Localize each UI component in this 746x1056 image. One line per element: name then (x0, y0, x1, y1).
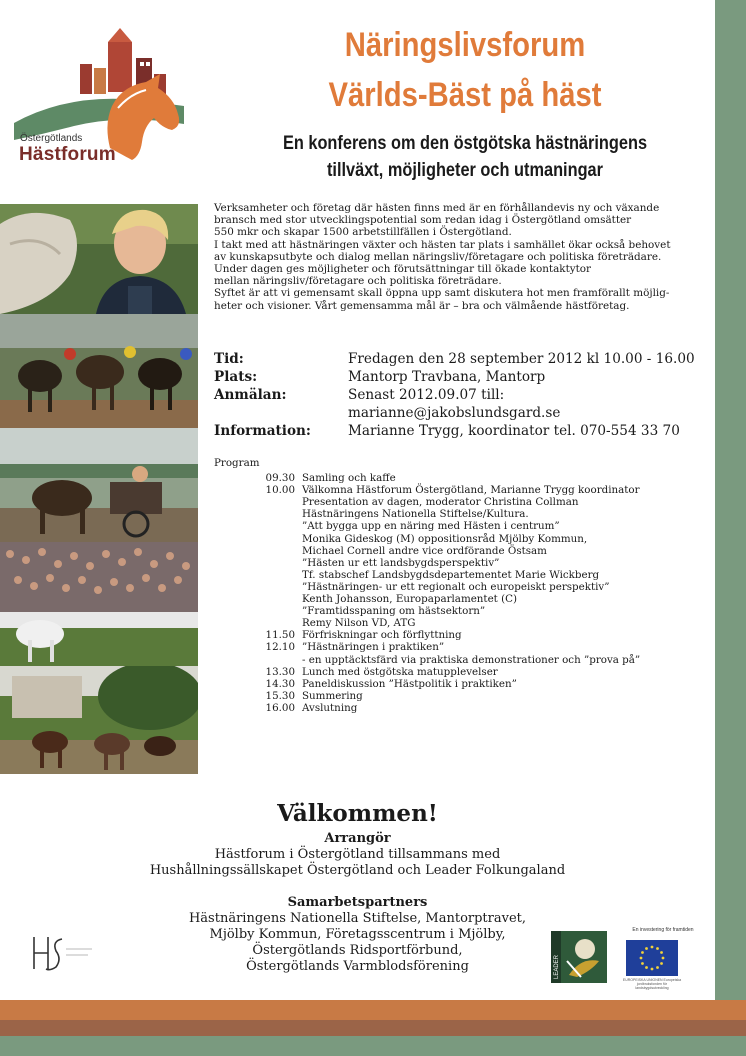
program-time: 09.30 (265, 472, 295, 485)
program-time (214, 557, 302, 569)
program-text: ”Hästnäringen- ur ett regionalt och europeiskt perspektiv” (302, 580, 610, 593)
program-text: Michael Cornell andre vice ordförande Östsam (302, 544, 547, 557)
info-row-plats (214, 368, 706, 386)
info-row-anmalan (214, 386, 706, 404)
eu-star-icon (651, 946, 654, 949)
plats-value: Mantorp Travbana, Mantorp (348, 369, 546, 385)
program-text: Förfriskningar och förflyttning (302, 629, 462, 642)
intro-text (214, 202, 706, 312)
photo-column (0, 204, 198, 774)
eu-star-icon (651, 968, 654, 971)
eu-sub-text: EUROPEISKA UNIONEN Europeiska jordbruksfonden för landsbygdsutveckling (622, 978, 682, 990)
program-text: Paneldiskussion ”Hästpolitik i praktiken” (302, 677, 517, 690)
program-heading: Program (214, 457, 260, 469)
program-row (214, 690, 706, 702)
program-text: Samling och kaffe (302, 472, 396, 485)
program-row (214, 557, 706, 569)
program-text: ”Att bygga upp en näring med Hästen i centrum” (302, 520, 560, 533)
partners-line: Östergötlands Varmblodsförening (246, 959, 469, 974)
program-row (214, 533, 706, 545)
program-row (214, 617, 706, 629)
photo-trotting-race (0, 314, 198, 428)
eu-star-icon (645, 966, 648, 969)
logo-small-text: Östergötlands (20, 133, 83, 144)
photo-crowd-arena (0, 542, 198, 666)
intro-line: Under dagen ges möjligheter och förutsättningar till ökade kontaktytor (214, 263, 592, 276)
eu-caption: En investering för framtiden (632, 927, 694, 933)
partners-line: Östergötlands Ridsportförbund, (252, 943, 463, 958)
side-band (715, 0, 746, 1000)
photo-horse-carriages (0, 666, 198, 774)
program-row (214, 484, 706, 496)
info-row-tid (214, 350, 706, 368)
arrangor-heading: Arrangör (324, 831, 391, 846)
program-time: 11.50 (265, 629, 295, 642)
eu-star-icon (641, 962, 644, 965)
program-row (214, 581, 706, 593)
intro-line: bransch med stor utvecklingspotential som redan idag i Östergötland omsätter (214, 214, 632, 227)
arrangor-line: Hästforum i Östergötland tillsammans med (214, 847, 501, 862)
partners-heading: Samarbetspartners (287, 895, 428, 910)
program-row (214, 605, 706, 617)
program-row (214, 629, 706, 641)
eu-star-icon (656, 966, 659, 969)
tid-label: Tid: (214, 351, 244, 367)
program-text: - en upptäcktsfärd via praktiska demonstrationer och ”prova på” (302, 653, 641, 666)
program-row (214, 678, 706, 690)
arrangor-line: Hushållningssällskapet Östergötland och Leader Folkungaland (149, 863, 566, 878)
plats-label: Plats: (214, 369, 258, 385)
program-text: Avslutning (302, 701, 358, 714)
program-row (214, 472, 706, 484)
partners-line: Hästnäringens Nationella Stiftelse, Mantorptravet, (188, 911, 527, 926)
bottom-strip-orange (0, 1000, 746, 1020)
eu-star-icon (656, 947, 659, 950)
program-row (214, 569, 706, 581)
eu-flag-icon (626, 940, 678, 976)
information-value: Marianne Trygg, koordinator tel. 070-554 33 70 (348, 423, 680, 439)
program-text: Kenth Johansson, Europaparlamentet (C) (302, 593, 517, 606)
partners-block (0, 895, 715, 975)
intro-line: heter och visioner. Vårt gemensamma mål är – bra och välmående hästföretag. (214, 299, 630, 312)
program-time (214, 593, 302, 605)
program-time (214, 617, 302, 629)
program-time (214, 533, 302, 545)
program-time (214, 508, 302, 520)
program-row (214, 702, 706, 714)
program-time (214, 605, 302, 617)
photo-girl-with-horse (0, 204, 198, 314)
photo-carriage-driving (0, 428, 198, 542)
program-row (214, 520, 706, 532)
logo-big-text: Hästforum (19, 144, 116, 165)
program-time (214, 569, 302, 581)
program-text: ”Framtidsspaning om hästsektorn” (302, 605, 486, 618)
program-text: Hästnäringens Nationella Stiftelse/Kultura. (302, 508, 529, 521)
program-text: Välkomna Hästforum Östergötland, Marianne Trygg koordinator (302, 484, 640, 497)
anmalan-label: Anmälan: (214, 387, 287, 403)
program-time: 13.30 (265, 665, 295, 678)
program-text: ”Hästen ur ett landsbygdsperspektiv” (302, 556, 500, 569)
event-info (214, 350, 706, 440)
intro-line: Verksamheter och företag där hästen finns med är en förhållandevis ny och växande (214, 202, 660, 214)
intro-line: av kunskapsutbyte och dialog mellan näringsliv/företagare och politiska företrädare. (214, 250, 662, 263)
welcome-heading: Välkommen! (277, 800, 438, 827)
program-time: 15.30 (265, 689, 295, 702)
program-row (214, 508, 706, 520)
program-list (214, 472, 706, 714)
subtitle-line2: tillväxt, möjligheter och utmaningar (326, 160, 604, 181)
program-text: Monika Gideskog (M) oppositionsråd Mjölby Kommun, (302, 532, 588, 545)
program-text: Summering (302, 689, 363, 702)
info-row-email (214, 404, 706, 422)
program-schedule (214, 457, 706, 714)
program-text: Remy Nilson VD, ATG (302, 617, 416, 630)
bottom-strip-brown (0, 1020, 746, 1036)
program-time (214, 496, 302, 508)
program-text: ”Hästnäringen i praktiken” (302, 641, 445, 654)
partners-line: Mjölby Kommun, Företagsscentrum i Mjölby, (209, 927, 506, 942)
program-text: Lunch med östgötska matupplevelser (302, 665, 498, 678)
page-title-line1: Näringslivsforum (344, 26, 586, 64)
program-time: 16.00 (265, 701, 295, 714)
program-row (214, 496, 706, 508)
eu-star-icon (640, 957, 643, 960)
program-row (214, 545, 706, 557)
program-time (214, 545, 302, 557)
subtitle-line1: En konferens om den östgötska hästnäringens (282, 133, 648, 154)
information-label: Information: (214, 423, 311, 439)
intro-line: Syftet är att vi gemensamt skall öppna upp samt diskutera hot men framförallt möjlig- (214, 287, 670, 300)
program-row (214, 666, 706, 678)
program-time (214, 581, 302, 593)
bottom-strip-green (0, 1036, 746, 1056)
anmalan-email: marianne@jakobslundsgard.se (348, 405, 561, 421)
eu-star-icon (645, 947, 648, 950)
arrangor-block (0, 831, 715, 879)
intro-line: 550 mkr och skapar 1500 arbetstillfällen i Östergötland. (214, 226, 512, 239)
anmalan-value: Senast 2012.09.07 till: (348, 387, 505, 403)
eu-star-icon (641, 951, 644, 954)
hushallningssallskapet-logo-icon (28, 931, 98, 976)
program-row (214, 654, 706, 666)
eu-star-icon (660, 951, 663, 954)
eu-star-icon (662, 957, 665, 960)
program-time: 14.30 (265, 677, 295, 690)
info-row-information (214, 422, 706, 440)
eu-star-icon (660, 962, 663, 965)
program-time (214, 520, 302, 532)
intro-line: I takt med att hästnäringen växter och hästen tar plats i samhället ökar också behovet (214, 238, 671, 251)
program-time: 12.10 (265, 641, 295, 654)
leader-logo-icon (551, 931, 607, 983)
tid-value: Fredagen den 28 september 2012 kl 10.00 - 16.00 (348, 351, 695, 367)
program-time (214, 654, 302, 666)
program-time: 10.00 (265, 484, 295, 497)
page-title-line2: Världs-Bäst på häst (328, 76, 602, 114)
program-text: Tf. stabschef Landsbygdsdepartementet Marie Wickberg (302, 568, 600, 581)
svg-text:LEADER: LEADER (554, 954, 560, 979)
program-text: Presentation av dagen, moderator Christina Collman (302, 496, 579, 509)
program-row (214, 641, 706, 653)
intro-line: mellan näringsliv/företagare och politiska företrädare. (214, 275, 502, 288)
program-row (214, 593, 706, 605)
